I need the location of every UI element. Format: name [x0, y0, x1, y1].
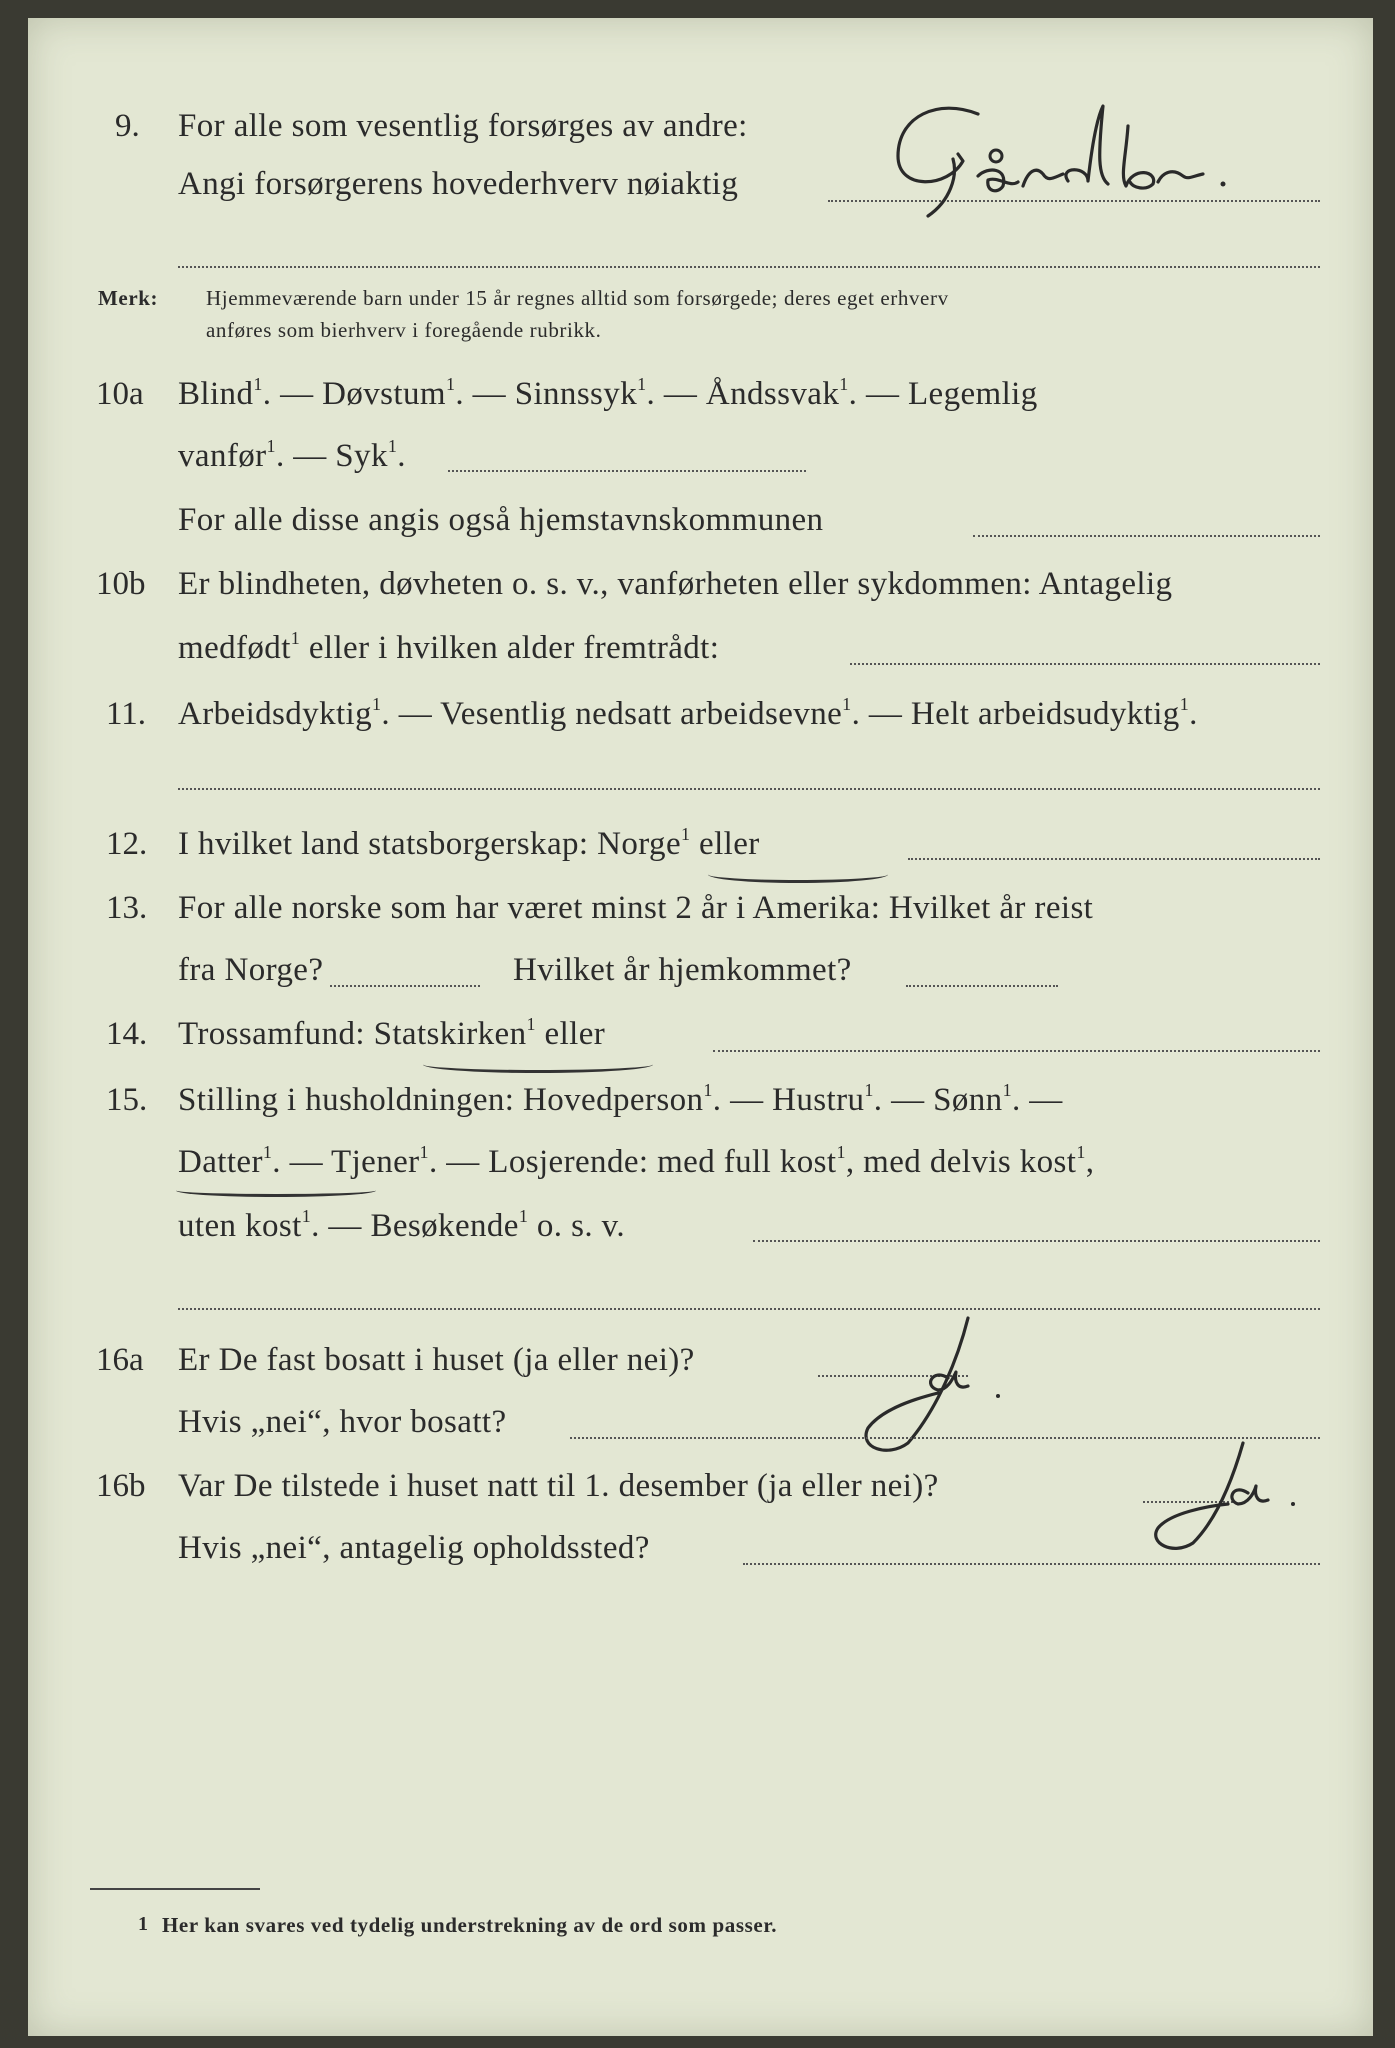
q15-extra-line[interactable]	[178, 1308, 1320, 1310]
merk-line2: anføres som bierhverv i foregående rubrikk.	[206, 318, 602, 342]
q14-statskirken-underline	[423, 1056, 653, 1073]
q10b-line2: medfødt$^1$ eller i hvilken alder fremtrådt:	[178, 628, 720, 666]
footnote-text: Her kan svares ved tydelig understrekning av de ord som passer.	[162, 1913, 778, 1937]
q12-answer-line[interactable]	[908, 858, 1320, 860]
q14-number: 14.	[106, 1016, 148, 1052]
footnote-marker: 1	[138, 1913, 149, 1935]
q12-norge-underline	[708, 866, 888, 883]
q13-line1: For alle norske som har været minst 2 år i Amerika: Hvilket år reist	[178, 890, 1094, 926]
q16b-number: 16b	[96, 1468, 146, 1504]
q16a-line1: Er De fast bosatt i huset (ja eller nei)?	[178, 1342, 695, 1378]
q16b-handwritten-answer	[1108, 1438, 1308, 1568]
merk-line1: Hjemmeværende barn under 15 år regnes alltid som forsørgede; deres eget erhverv	[206, 286, 949, 310]
q16a-number: 16a	[96, 1342, 144, 1378]
q15-line2: Datter$^1$. — Tjener$^1$. — Losjerende: med full kost$^1$, med delvis kost$^1$,	[178, 1142, 1095, 1180]
q9-handwritten-answer	[858, 96, 1318, 226]
q14-text: Trossamfund: Statskirken$^1$ eller	[178, 1014, 606, 1052]
q11-number: 11.	[106, 696, 147, 732]
q10a-line2: vanfør$^1$. — Syk$^1$.	[178, 436, 406, 474]
q10a-number: 10a	[96, 376, 144, 412]
q16b-line2: Hvis „nei“, antagelig opholdssted?	[178, 1530, 650, 1566]
q12-number: 12.	[106, 826, 148, 862]
q16a-handwritten-answer	[828, 1308, 1028, 1468]
q15-datter-underline	[176, 1184, 376, 1197]
q10a-syk-line[interactable]	[448, 470, 806, 472]
q10b-number: 10b	[96, 566, 146, 602]
footnote-rule	[90, 1888, 260, 1890]
q15-answer-line[interactable]	[753, 1240, 1320, 1242]
q10a-line1: Blind$^1$. — Døvstum$^1$. — Sinnssyk$^1$. — Åndssvak$^1$. — Legemlig	[178, 374, 1038, 412]
q13-line2b: Hvilket år hjemkommet?	[513, 952, 852, 988]
q13-number: 13.	[106, 890, 148, 926]
census-form-page	[28, 18, 1373, 2036]
q14-answer-line[interactable]	[713, 1050, 1320, 1052]
q9-extra-line[interactable]	[178, 266, 1320, 268]
q15-number: 15.	[106, 1082, 148, 1118]
q15-line1: Stilling i husholdningen: Hovedperson$^1$. — Hustru$^1$. — Sønn$^1$. —	[178, 1080, 1063, 1118]
q9-line2: Angi forsørgerens hovederhverv nøiaktig	[178, 166, 739, 202]
q13-reist-line[interactable]	[330, 985, 480, 987]
q15-line3: uten kost$^1$. — Besøkende$^1$ o. s. v.	[178, 1206, 626, 1244]
merk-label: Merk:	[98, 286, 159, 310]
q10b-answer-line[interactable]	[850, 663, 1320, 665]
q11-text: Arbeidsdyktig$^1$. — Vesentlig nedsatt arbeidsevne$^1$. — Helt arbeidsudyktig$^1$.	[178, 694, 1198, 732]
q16a-line2: Hvis „nei“, hvor bosatt?	[178, 1404, 507, 1440]
q16b-opholdssted-line[interactable]	[743, 1563, 1320, 1565]
q16b-line1: Var De tilstede i huset natt til 1. desember (ja eller nei)?	[178, 1468, 939, 1504]
q10a-line3: For alle disse angis også hjemstavnskommunen	[178, 502, 824, 538]
q9-line1: For alle som vesentlig forsørges av andre:	[178, 108, 748, 144]
q12-text: I hvilket land statsborgerskap: Norge$^1$ eller	[178, 824, 760, 862]
q13-line2a: fra Norge?	[178, 952, 324, 988]
q9-number: 9.	[115, 108, 140, 144]
q10a-hjemstavn-line[interactable]	[973, 535, 1320, 537]
q13-hjemkommet-line[interactable]	[906, 985, 1058, 987]
q10b-line1: Er blindheten, døvheten o. s. v., vanførheten eller sykdommen: Antagelig	[178, 566, 1173, 602]
q11-extra-line[interactable]	[178, 788, 1320, 790]
